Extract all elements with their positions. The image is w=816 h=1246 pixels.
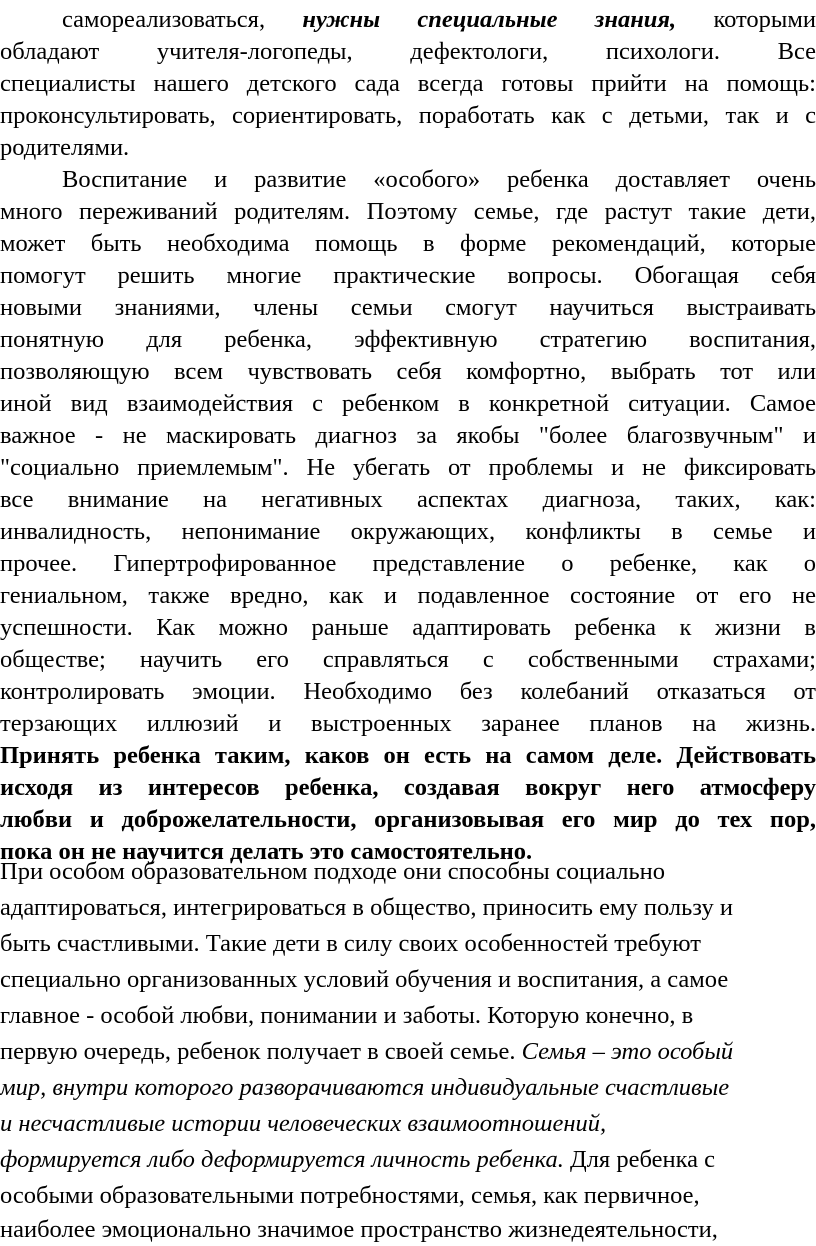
text-line bbox=[0, 1000, 816, 1032]
text-line bbox=[0, 676, 816, 708]
bold-text: любви и доброжелательности, организовывая его мир до тех пор, bbox=[0, 806, 816, 833]
text-line bbox=[0, 772, 816, 804]
text-segment: "социально приемлемым". Не убегать от проблемы и не фиксировать bbox=[0, 454, 816, 481]
italic-text: формируется либо деформируется личность ребенка. bbox=[0, 1146, 564, 1173]
text-line bbox=[0, 708, 816, 740]
text-line bbox=[0, 324, 816, 356]
text-line bbox=[0, 580, 816, 612]
text-line bbox=[0, 804, 816, 836]
text-segment: позволяющую всем чувствовать себя комфортно, выбрать тот или bbox=[0, 358, 816, 385]
text-segment: главное - особой любви, понимании и заботы. Которую конечно, в bbox=[0, 1002, 694, 1029]
text-segment: особыми образовательными потребностями, семья, как первичное, bbox=[0, 1182, 700, 1209]
text-line bbox=[0, 228, 816, 260]
text-line bbox=[0, 516, 816, 548]
text-line bbox=[0, 892, 816, 924]
text-line bbox=[0, 420, 816, 452]
text-line bbox=[0, 1108, 816, 1140]
text-line bbox=[0, 964, 816, 996]
text-segment: гениальном, также вредно, как и подавленное состояние от его не bbox=[0, 582, 816, 609]
text-segment: прочее. Гипертрофированное представление о ребенке, как о bbox=[0, 550, 816, 577]
text-line bbox=[0, 1036, 816, 1068]
text-line bbox=[0, 292, 816, 324]
text-line bbox=[0, 740, 816, 772]
text-segment: первую очередь, ребенок получает в своей семье. bbox=[0, 1038, 522, 1065]
text-segment: специально организованных условий обучения и воспитания, а самое bbox=[0, 966, 729, 993]
text-line bbox=[0, 260, 816, 292]
text-segment: адаптироваться, интегрироваться в общество, приносить ему пользу и bbox=[0, 894, 733, 921]
text-segment: быть счастливыми. Такие дети в силу своих особенностей требуют bbox=[0, 930, 701, 957]
text-segment: наиболее эмоционально значимое пространство жизнедеятельности, bbox=[0, 1216, 718, 1243]
italic-text: мир, внутри которого разворачиваются индивидуальные счастливые bbox=[0, 1074, 730, 1101]
text-line bbox=[0, 1144, 816, 1176]
text-line bbox=[0, 196, 816, 228]
text-line bbox=[0, 644, 816, 676]
text-segment: проконсультировать, сориентировать, поработать как с детьми, так и с bbox=[0, 102, 816, 129]
text-segment: При особом образовательном подходе они способны социально bbox=[0, 858, 666, 885]
text-line bbox=[0, 856, 816, 888]
text-segment: много переживаний родителям. Поэтому семье, где растут такие дети, bbox=[0, 198, 816, 225]
text-segment: обществе; научить его справляться с собственными страхами; bbox=[0, 646, 816, 673]
italic-text: и несчастливые истории человеческих взаимоотношений, bbox=[0, 1110, 607, 1137]
text-segment: Для ребенка с bbox=[563, 1146, 715, 1173]
text-segment: терзающих иллюзий и выстроенных заранее планов на жизнь. bbox=[0, 710, 816, 737]
text-segment: иной вид взаимодействия с ребенком в конкретной ситуации. Самое bbox=[0, 390, 816, 417]
text-line bbox=[0, 132, 816, 164]
text-line bbox=[0, 356, 816, 388]
text-segment: успешности. Как можно раньше адаптировать ребенка к жизни в bbox=[0, 614, 816, 641]
text-line bbox=[0, 612, 816, 644]
bold-text: исходя из интересов ребенка, создавая вокруг него атмосферу bbox=[0, 774, 816, 801]
text-segment: специалисты нашего детского сада всегда готовы прийти на помощь: bbox=[0, 70, 816, 97]
text-line bbox=[0, 100, 816, 132]
bold-text: пока он не научится делать это самостоятельно. bbox=[0, 838, 533, 865]
text-segment: которыми bbox=[676, 6, 816, 33]
text-segment: контролировать эмоции. Необходимо без колебаний отказаться от bbox=[0, 678, 816, 705]
text-line bbox=[0, 548, 816, 580]
text-segment: помогут решить многие практические вопросы. Обогащая себя bbox=[0, 262, 816, 289]
text-segment: родителями. bbox=[0, 134, 130, 161]
text-line bbox=[0, 388, 816, 420]
text-line bbox=[0, 4, 816, 36]
text-line bbox=[0, 452, 816, 484]
italic-text: Семья – это особый bbox=[521, 1038, 734, 1065]
text-line bbox=[0, 164, 816, 196]
text-segment: Воспитание и развитие «особого» ребенка доставляет очень bbox=[62, 166, 816, 193]
text-segment: может быть необходима помощь в форме рекомендаций, которые bbox=[0, 230, 816, 257]
bold-italic-text: нужны специальные знания, bbox=[302, 6, 677, 33]
text-segment: понятную для ребенка, эффективную стратегию воспитания, bbox=[0, 326, 816, 353]
bold-text: Принять ребенка таким, каков он есть на самом деле. Действовать bbox=[0, 742, 816, 769]
text-segment: самореализоваться, bbox=[62, 6, 303, 33]
text-line bbox=[0, 1214, 816, 1246]
text-line bbox=[0, 36, 816, 68]
text-segment: новыми знаниями, члены семьи смогут научиться выстраивать bbox=[0, 294, 816, 321]
text-segment: обладают учителя-логопеды, дефектологи, психологи. Все bbox=[0, 38, 816, 65]
text-line bbox=[0, 1180, 816, 1212]
text-line bbox=[0, 68, 816, 100]
text-line bbox=[0, 484, 816, 516]
text-line bbox=[0, 928, 816, 960]
text-segment: важное - не маскировать диагноз за якобы "более благозвучным" и bbox=[0, 422, 816, 449]
text-segment: инвалидность, непонимание окружающих, конфликты в семье и bbox=[0, 518, 816, 545]
text-segment: все внимание на негативных аспектах диагноза, таких, как: bbox=[0, 486, 816, 513]
text-line bbox=[0, 1072, 816, 1104]
